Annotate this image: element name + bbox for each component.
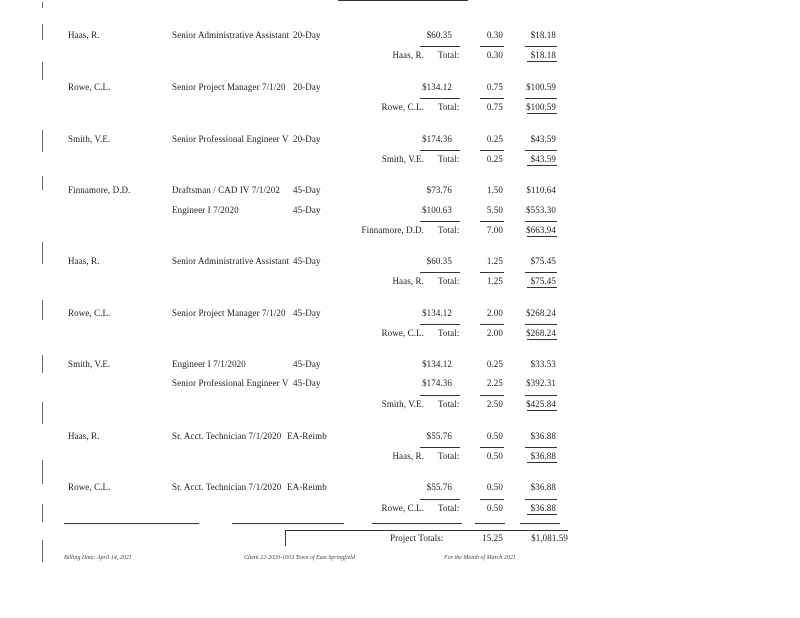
subtotal-rule bbox=[525, 150, 557, 151]
hourly-rate: $55.76 bbox=[426, 431, 452, 441]
hours: 0.50 bbox=[486, 482, 503, 492]
subtotal-label: Total: bbox=[438, 451, 460, 461]
scan-mark bbox=[42, 540, 43, 562]
subtotal-label: Total: bbox=[438, 276, 460, 286]
amount: $33.53 bbox=[530, 359, 556, 369]
subtotal-rule bbox=[480, 272, 504, 273]
hourly-rate: $60.35 bbox=[426, 30, 452, 40]
subtotal-amount: $43.59 bbox=[530, 154, 556, 164]
billing-period: 20-Day bbox=[293, 82, 321, 92]
totals-box-top bbox=[285, 530, 568, 531]
subtotal-amount: $425.84 bbox=[526, 399, 556, 409]
project-totals-amount: $1,081.59 bbox=[531, 533, 568, 543]
subtotal-rule bbox=[420, 150, 460, 151]
billing-period: 20-Day bbox=[293, 30, 321, 40]
employee-name: Haas, R. bbox=[68, 256, 100, 266]
project-totals-label: Project Totals: bbox=[390, 533, 444, 543]
subtotal-rule bbox=[480, 499, 504, 500]
job-title: Senior Professional Engineer V bbox=[172, 134, 289, 144]
hourly-rate: $73.76 bbox=[426, 185, 452, 195]
subtotal-rule bbox=[420, 324, 460, 325]
scan-mark bbox=[42, 176, 43, 190]
section-rule bbox=[520, 523, 560, 524]
subtotal-rule bbox=[525, 395, 557, 396]
subtotal-hours: 0.30 bbox=[486, 50, 503, 60]
subtotal-rule bbox=[420, 272, 460, 273]
subtotal-rule bbox=[525, 499, 557, 500]
billing-period: 45-Day bbox=[293, 256, 321, 266]
subtotal-hours: 1.25 bbox=[486, 276, 503, 286]
amount: $36.88 bbox=[530, 431, 556, 441]
subtotal-rule bbox=[480, 221, 504, 222]
scan-mark bbox=[42, 62, 43, 80]
amount: $36.88 bbox=[530, 482, 556, 492]
subtotal-underline bbox=[527, 113, 557, 114]
billing-period: 45-Day bbox=[293, 359, 321, 369]
subtotal-rule bbox=[525, 324, 557, 325]
scan-top-edge bbox=[338, 0, 468, 1]
scan-mark bbox=[42, 300, 43, 320]
totals-box-left bbox=[285, 530, 286, 546]
subtotal-underline bbox=[527, 410, 557, 411]
client-project: Client 22-2020-1603 Town of East Springfield bbox=[244, 555, 355, 561]
billing-period: EA-Reimb bbox=[287, 431, 327, 441]
hours: 0.25 bbox=[486, 134, 503, 144]
subtotal-amount: $75.45 bbox=[530, 276, 556, 286]
subtotal-amount: $36.88 bbox=[530, 503, 556, 513]
scan-mark bbox=[42, 24, 43, 40]
hours: 2.25 bbox=[486, 378, 503, 388]
subtotal-rule bbox=[480, 150, 504, 151]
job-title: Sr. Acct. Technician 7/1/2020 bbox=[172, 482, 282, 492]
hours: 1.25 bbox=[486, 256, 503, 266]
employee-name: Rowe, C.L. bbox=[68, 308, 111, 318]
billing-period: 45-Day bbox=[293, 185, 321, 195]
job-title: Senior Project Manager 7/1/20 bbox=[172, 82, 286, 92]
subtotal-name: Smith, V.E. bbox=[381, 154, 424, 164]
subtotal-label: Total: bbox=[438, 503, 460, 513]
section-rule bbox=[64, 523, 199, 524]
subtotal-hours: 0.50 bbox=[486, 451, 503, 461]
subtotal-amount: $36.88 bbox=[530, 451, 556, 461]
subtotal-label: Total: bbox=[438, 50, 460, 60]
hourly-rate: $100.63 bbox=[422, 205, 452, 215]
scan-mark bbox=[42, 130, 43, 152]
hourly-rate: $174.36 bbox=[422, 378, 452, 388]
hours: 0.75 bbox=[486, 82, 503, 92]
scan-mark bbox=[42, 2, 43, 8]
job-title: Senior Professional Engineer V bbox=[172, 378, 289, 388]
hourly-rate: $134.12 bbox=[422, 359, 452, 369]
hourly-rate: $134.12 bbox=[422, 308, 452, 318]
subtotal-rule bbox=[480, 46, 504, 47]
subtotal-name: Haas, R. bbox=[392, 276, 424, 286]
job-title: Sr. Acct. Technician 7/1/2020 bbox=[172, 431, 282, 441]
subtotal-underline bbox=[527, 462, 557, 463]
billing-month: For the Month of March 2021 bbox=[444, 555, 516, 561]
section-rule bbox=[232, 523, 344, 524]
subtotal-name: Rowe, C.L. bbox=[381, 328, 424, 338]
subtotal-underline bbox=[527, 514, 557, 515]
subtotal-label: Total: bbox=[438, 102, 460, 112]
amount: $43.59 bbox=[530, 134, 556, 144]
subtotal-rule bbox=[525, 46, 557, 47]
subtotal-rule bbox=[480, 324, 504, 325]
subtotal-name: Smith, V.E. bbox=[381, 399, 424, 409]
employee-name: Rowe, C.L. bbox=[68, 482, 111, 492]
subtotal-label: Total: bbox=[438, 225, 460, 235]
subtotal-underline bbox=[527, 61, 557, 62]
hours: 0.50 bbox=[486, 431, 503, 441]
employee-name: Finnamore, D.D. bbox=[68, 185, 131, 195]
subtotal-amount: $663.94 bbox=[526, 225, 556, 235]
subtotal-name: Haas, R. bbox=[392, 451, 424, 461]
subtotal-label: Total: bbox=[438, 399, 460, 409]
subtotal-label: Total: bbox=[438, 154, 460, 164]
scan-mark bbox=[42, 242, 43, 264]
subtotal-rule bbox=[480, 447, 504, 448]
subtotal-name: Haas, R. bbox=[392, 50, 424, 60]
hourly-rate: $55.76 bbox=[426, 482, 452, 492]
job-title: Engineer I 7/2020 bbox=[172, 205, 239, 215]
subtotal-underline bbox=[527, 165, 557, 166]
subtotal-rule bbox=[420, 46, 460, 47]
subtotal-rule bbox=[525, 221, 557, 222]
job-title: Draftsman / CAD IV 7/1/202 bbox=[172, 185, 280, 195]
subtotal-rule bbox=[420, 447, 460, 448]
amount: $100.59 bbox=[526, 82, 556, 92]
job-title: Senior Administrative Assistant bbox=[172, 30, 290, 40]
hours: 0.25 bbox=[486, 359, 503, 369]
subtotal-rule bbox=[420, 499, 460, 500]
hourly-rate: $134.12 bbox=[422, 82, 452, 92]
hours: 5.50 bbox=[486, 205, 503, 215]
hours: 2.00 bbox=[486, 308, 503, 318]
employee-name: Smith, V.E. bbox=[68, 359, 111, 369]
subtotal-amount: $18.18 bbox=[530, 50, 556, 60]
hourly-rate: $60.35 bbox=[426, 256, 452, 266]
subtotal-name: Rowe, C.L. bbox=[381, 503, 424, 513]
subtotal-hours: 0.75 bbox=[486, 102, 503, 112]
subtotal-rule bbox=[420, 98, 460, 99]
employee-name: Rowe, C.L. bbox=[68, 82, 111, 92]
project-totals-hours: 15.25 bbox=[482, 533, 503, 543]
subtotal-amount: $268.24 bbox=[526, 328, 556, 338]
scan-mark bbox=[42, 504, 43, 522]
employee-name: Smith, V.E. bbox=[68, 134, 111, 144]
subtotal-name: Rowe, C.L. bbox=[381, 102, 424, 112]
billing-period: 45-Day bbox=[293, 308, 321, 318]
subtotal-amount: $100.59 bbox=[526, 102, 556, 112]
billing-period: 45-Day bbox=[293, 378, 321, 388]
subtotal-rule bbox=[480, 395, 504, 396]
billing-period: 45-Day bbox=[293, 205, 321, 215]
subtotal-hours: 2.00 bbox=[486, 328, 503, 338]
job-title: Engineer I 7/1/2020 bbox=[172, 359, 246, 369]
subtotal-hours: 2.50 bbox=[486, 399, 503, 409]
subtotal-underline bbox=[527, 339, 557, 340]
billing-period: 20-Day bbox=[293, 134, 321, 144]
hours: 0.30 bbox=[486, 30, 503, 40]
amount: $18.18 bbox=[530, 30, 556, 40]
amount: $268.24 bbox=[526, 308, 556, 318]
amount: $392.31 bbox=[526, 378, 556, 388]
subtotal-rule bbox=[480, 98, 504, 99]
employee-name: Haas, R. bbox=[68, 431, 100, 441]
scan-mark bbox=[42, 402, 43, 424]
section-rule bbox=[372, 523, 462, 524]
subtotal-rule bbox=[420, 395, 460, 396]
subtotal-name: Finnamore, D.D. bbox=[361, 225, 424, 235]
amount: $75.45 bbox=[530, 256, 556, 266]
subtotal-underline bbox=[527, 287, 557, 288]
section-rule bbox=[475, 523, 505, 524]
subtotal-rule bbox=[525, 272, 557, 273]
scan-mark bbox=[42, 355, 43, 373]
amount: $110.64 bbox=[526, 185, 556, 195]
subtotal-label: Total: bbox=[438, 328, 460, 338]
billing-period: EA-Reimb bbox=[287, 482, 327, 492]
job-title: Senior Administrative Assistant bbox=[172, 256, 290, 266]
subtotal-hours: 0.25 bbox=[486, 154, 503, 164]
hourly-rate: $174.36 bbox=[422, 134, 452, 144]
subtotal-rule bbox=[525, 98, 557, 99]
subtotal-rule bbox=[420, 221, 460, 222]
amount: $553.30 bbox=[526, 205, 556, 215]
subtotal-hours: 7.00 bbox=[486, 225, 503, 235]
employee-name: Haas, R. bbox=[68, 30, 100, 40]
scan-mark bbox=[42, 460, 43, 484]
hours: 1.50 bbox=[486, 185, 503, 195]
subtotal-underline bbox=[527, 236, 557, 237]
subtotal-rule bbox=[525, 447, 557, 448]
billing-date: Billing Date: April 14, 2021 bbox=[64, 555, 132, 561]
job-title: Senior Project Manager 7/1/20 bbox=[172, 308, 286, 318]
subtotal-hours: 0.50 bbox=[486, 503, 503, 513]
